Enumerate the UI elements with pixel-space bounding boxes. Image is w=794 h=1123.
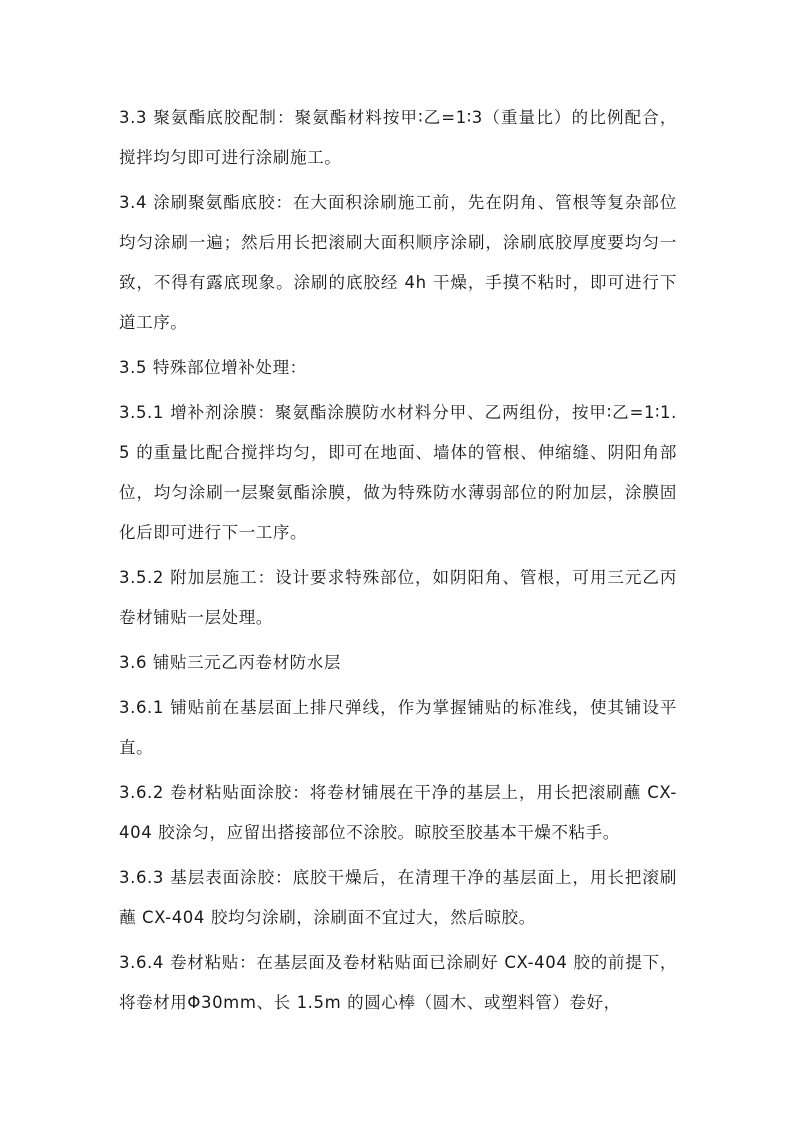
paragraph-3-6-3: 3.6.3 基层表面涂胶：底胶干燥后，在清理干净的基层面上，用长把滚刷蘸 CX-404 胶均匀涂刷，涂刷面不宜过大，然后晾胶。 [119,868,677,927]
paragraph-3-5: 3.5 特殊部位增补处理： [119,358,307,377]
paragraph-3-3: 3.3 聚氨酯底胶配制：聚氨酯材料按甲∶乙=1∶3（重量比）的比例配合，搅拌均匀即可进行涂刷施工。 [119,108,677,167]
paragraph-3-5-2: 3.5.2 附加层施工：设计要求特殊部位，如阴阳角、管根，可用三元乙丙卷材铺贴一层处理。 [119,568,677,627]
paragraph-3-6-2: 3.6.2 卷材粘贴面涂胶：将卷材铺展在干净的基层上，用长把滚刷蘸 CX-404 胶涂匀，应留出搭接部位不涂胶。晾胶至胶基本干燥不粘手。 [119,783,677,842]
paragraph-3-6-1: 3.6.1 铺贴前在基层面上排尺弹线，作为掌握铺贴的标准线，使其铺设平直。 [119,698,677,757]
paragraph-3-5-1: 3.5.1 增补剂涂膜：聚氨酯涂膜防水材料分甲、乙两组份，按甲∶乙=1∶1.5 的重量比配合搅拌均匀，即可在地面、墙体的管根、伸缩缝、阴阳角部位，均匀涂刷一层聚氨酯涂膜，做为特殊防水薄弱部位的附加层，涂膜固化后即可进行下一工序。 [119,403,677,542]
paragraph-3-4: 3.4 涂刷聚氨酯底胶：在大面积涂刷施工前，先在阴角、管根等复杂部位均匀涂刷一遍；然后用长把滚刷大面积顺序涂刷，涂刷底胶厚度要均匀一致，不得有露底现象。涂刷的底胶经 4h 干燥，手摸不粘时，即可进行下道工序。 [119,193,677,332]
paragraph-3-6: 3.6 铺贴三元乙丙卷材防水层 [119,653,341,672]
paragraph-3-6-4: 3.6.4 卷材粘贴：在基层面及卷材粘贴面已涂刷好 CX-404 胶的前提下，将卷材用Φ30mm、长 1.5m 的圆心棒（圆木、或塑料管）卷好， [119,953,677,1012]
document-body [119,98,677,1028]
